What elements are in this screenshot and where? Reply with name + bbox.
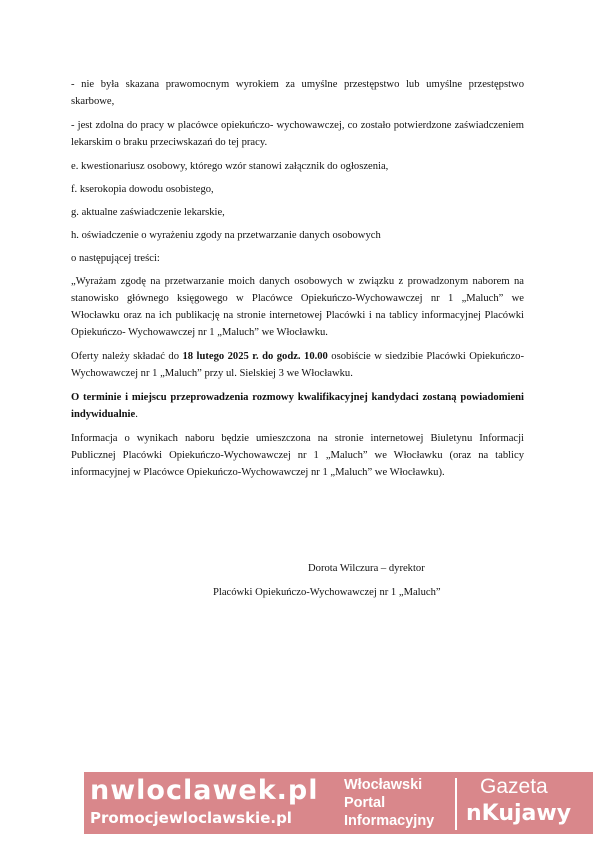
banner-divider [455, 778, 457, 830]
doc-item-h: h. oświadczenie o wyrażeniu zgody na przetwarzanie danych osobowych [71, 230, 381, 241]
doc-item-g: g. aktualne zaświadczenie lekarskie, [71, 207, 225, 218]
promo-site-logo[interactable]: Promocjewloclawskie.pl [90, 809, 292, 827]
signature-org: Placówki Opiekuńczo-Wychowawczej nr 1 „Maluch” [213, 587, 441, 598]
requirement-health: - jest zdolna do pracy w placówce opiekuńczo- wychowawczej, co zostało potwierdzone zaświadczeniem lekarskim o braku przeciwskazań do tej pracy. [71, 120, 524, 148]
banner-sites [84, 772, 340, 834]
portal-label: Włocławski Portal Informacyjny [344, 777, 435, 829]
following-content: o następującej treści: [71, 253, 160, 264]
deadline-date: 18 lutego 2025 r. do godz. 10.00 [182, 351, 328, 362]
document-body [71, 76, 524, 488]
submission-deadline: Oferty należy składać do 18 lutego 2025 r. do godz. 10.00 osobiście w siedzibie Placówki Opiekuńczo- Wychowawczej nr 1 „Maluch” przy ul. Sielskiej 3 we Włocławku. [71, 351, 524, 379]
results-info: Informacja o wynikach naboru będzie umieszczona na stronie internetowej Biuletynu Informacji Publicznej Placówki Opiekuńczo-Wychowawczej nr 1 „Maluch” we Włocławku (oraz na tablicy informacyjnej w Placówce Opiekuńczo-Wychowawczej nr 1 „Maluch” we Włocławku). [71, 433, 524, 478]
interview-notice: O terminie i miejscu przeprowadzenia rozmowy kwalifikacyjnej kandydaci zostaną powiadomieni indywidualnie. [71, 392, 524, 420]
footer-banner[interactable] [84, 772, 593, 834]
requirement-conviction: - nie była skazana prawomocnym wyrokiem za umyślne przestępstwo lub umyślne przestępstwo skarbowe, [71, 79, 524, 107]
consent-statement: „Wyrażam zgodę na przetwarzanie moich danych osobowych w związku z prowadzonym naborem na stanowisko głównego księgowego w Placówce Opiekuńczo-Wychowawczej nr 1 „Maluch” we Włocławku oraz na ich publikację na stronie internetowej Placówki i na tablicy informacyjnej Placówki Opiekuńczo- Wychowawczej nr 1 „Maluch” we Włocławku. [71, 276, 524, 338]
doc-item-e: e. kwestionariusz osobowy, którego wzór stanowi załącznik do ogłoszenia, [71, 161, 389, 172]
signature-name: Dorota Wilczura – dyrektor [308, 563, 425, 574]
gazeta-logo[interactable]: Gazeta nKujawy [466, 775, 572, 826]
doc-item-f: f. kserokopia dowodu osobistego, [71, 184, 214, 195]
site-logo[interactable]: nwloclawek.pl [90, 775, 319, 806]
